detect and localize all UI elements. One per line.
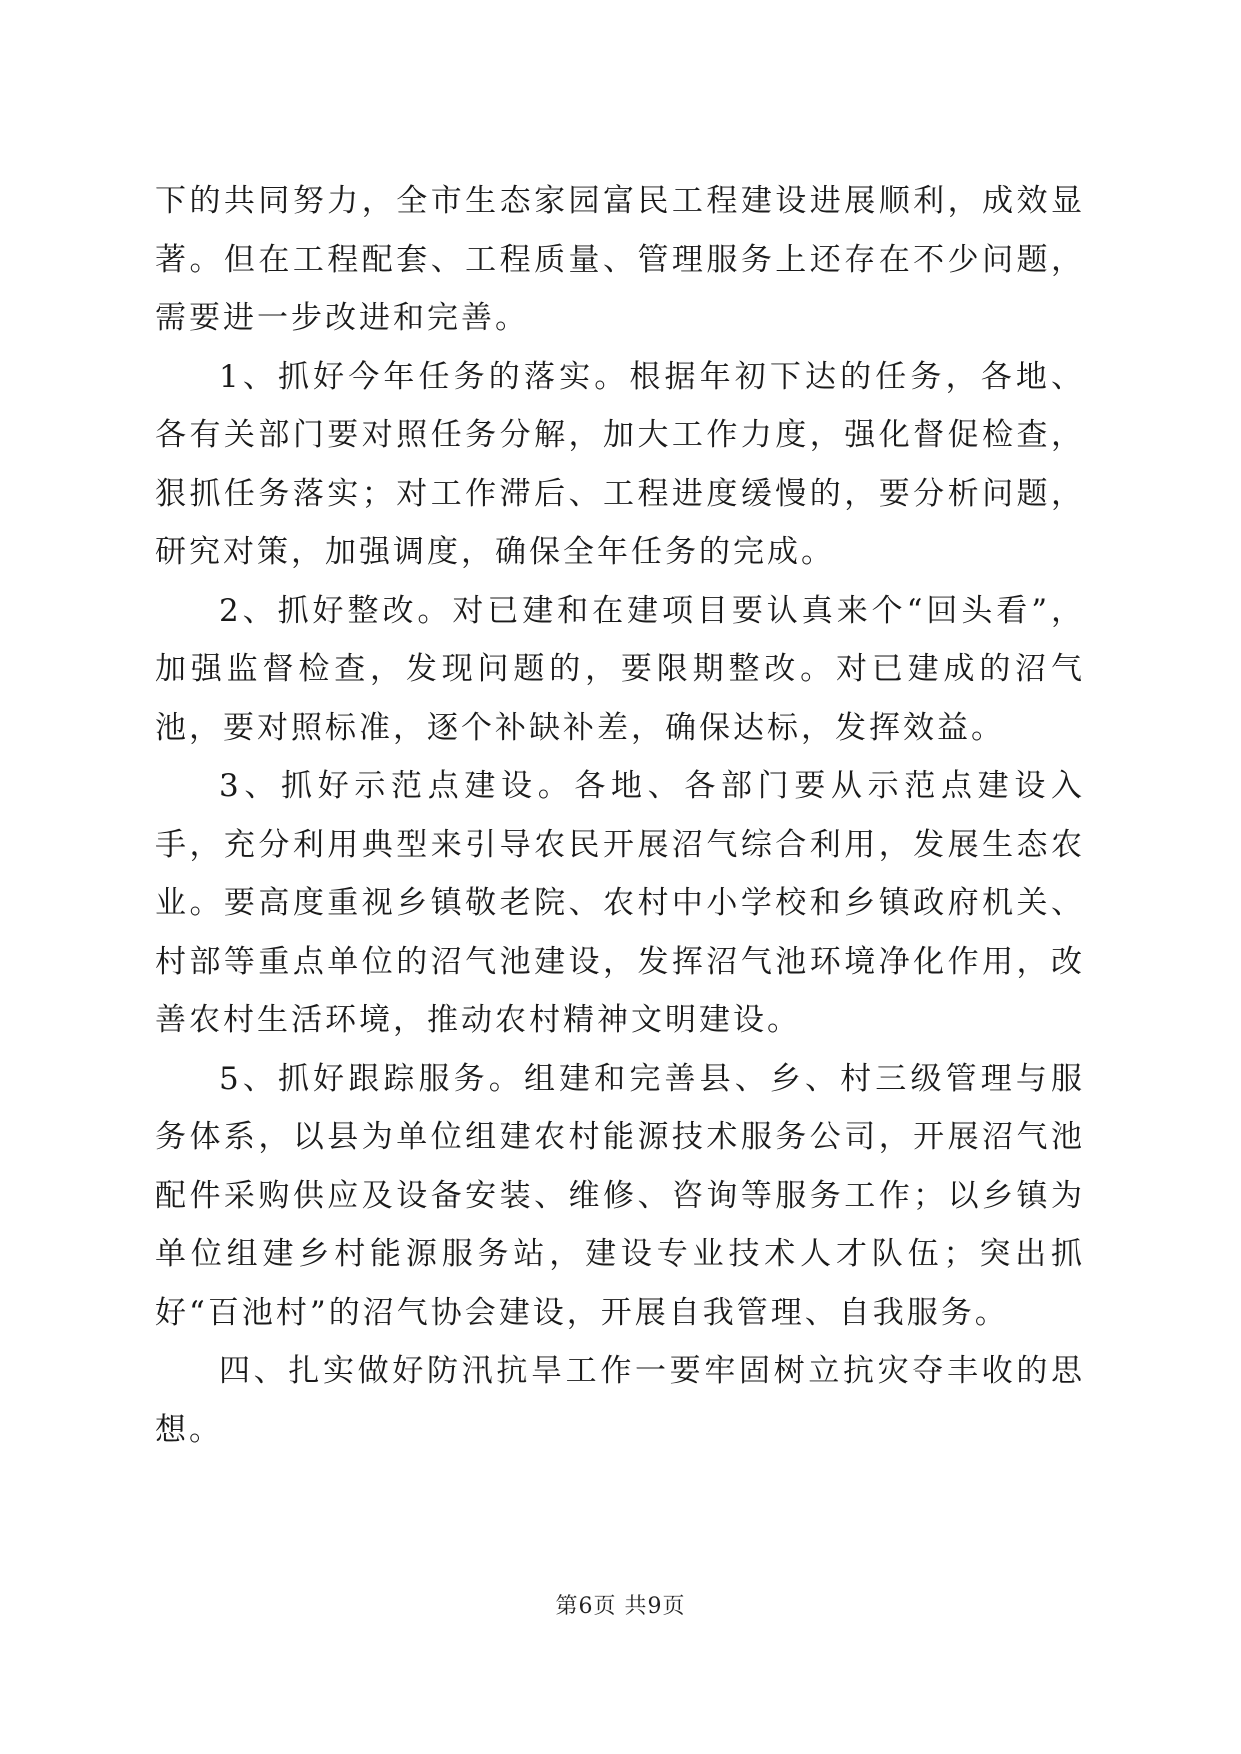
document-body [155, 172, 1085, 1459]
page-number-footer: 第6页 共9页 [555, 1594, 686, 1619]
paragraph-item-3: 3、抓好示范点建设。各地、各部门要从示范点建设入手，充分利用典型来引导农民开展沼气综合利用，发展生态农业。要高度重视乡镇敬老院、农村中小学校和乡镇政府机关、村部等重点单位的沼气池建设，发挥沼气池环境净化作用，改善农村生活环境，推动农村精神文明建设。 [155, 768, 1085, 1038]
paragraph-continuation: 下的共同努力，全市生态家园富民工程建设进展顺利，成效显著。但在工程配套、工程质量、管理服务上还存在不少问题，需要进一步改进和完善。 [155, 183, 1085, 336]
paragraph-section-4: 四、扎实做好防汛抗旱工作一要牢固树立抗灾夺丰收的思想。 [155, 1353, 1085, 1448]
paragraph-item-1: 1、抓好今年任务的落实。根据年初下达的任务，各地、各有关部门要对照任务分解，加大工作力度，强化督促检查，狠抓任务落实；对工作滞后、工程进度缓慢的，要分析问题，研究对策，加强调度，确保全年任务的完成。 [155, 358, 1085, 570]
paragraph-item-2: 2、抓好整改。对已建和在建项目要认真来个“回头看”，加强监督检查，发现问题的，要限期整改。对已建成的沼气池，要对照标准，逐个补缺补差，确保达标，发挥效益。 [155, 592, 1085, 746]
paragraph-item-5: 5、抓好跟踪服务。组建和完善县、乡、村三级管理与服务体系，以县为单位组建农村能源技术服务公司，开展沼气池配件采购供应及设备安装、维修、咨询等服务工作；以乡镇为单位组建乡村能源服务站，建设专业技术人才队伍；突出抓好“百池村”的沼气协会建设，开展自我管理、自我服务。 [155, 1060, 1085, 1331]
